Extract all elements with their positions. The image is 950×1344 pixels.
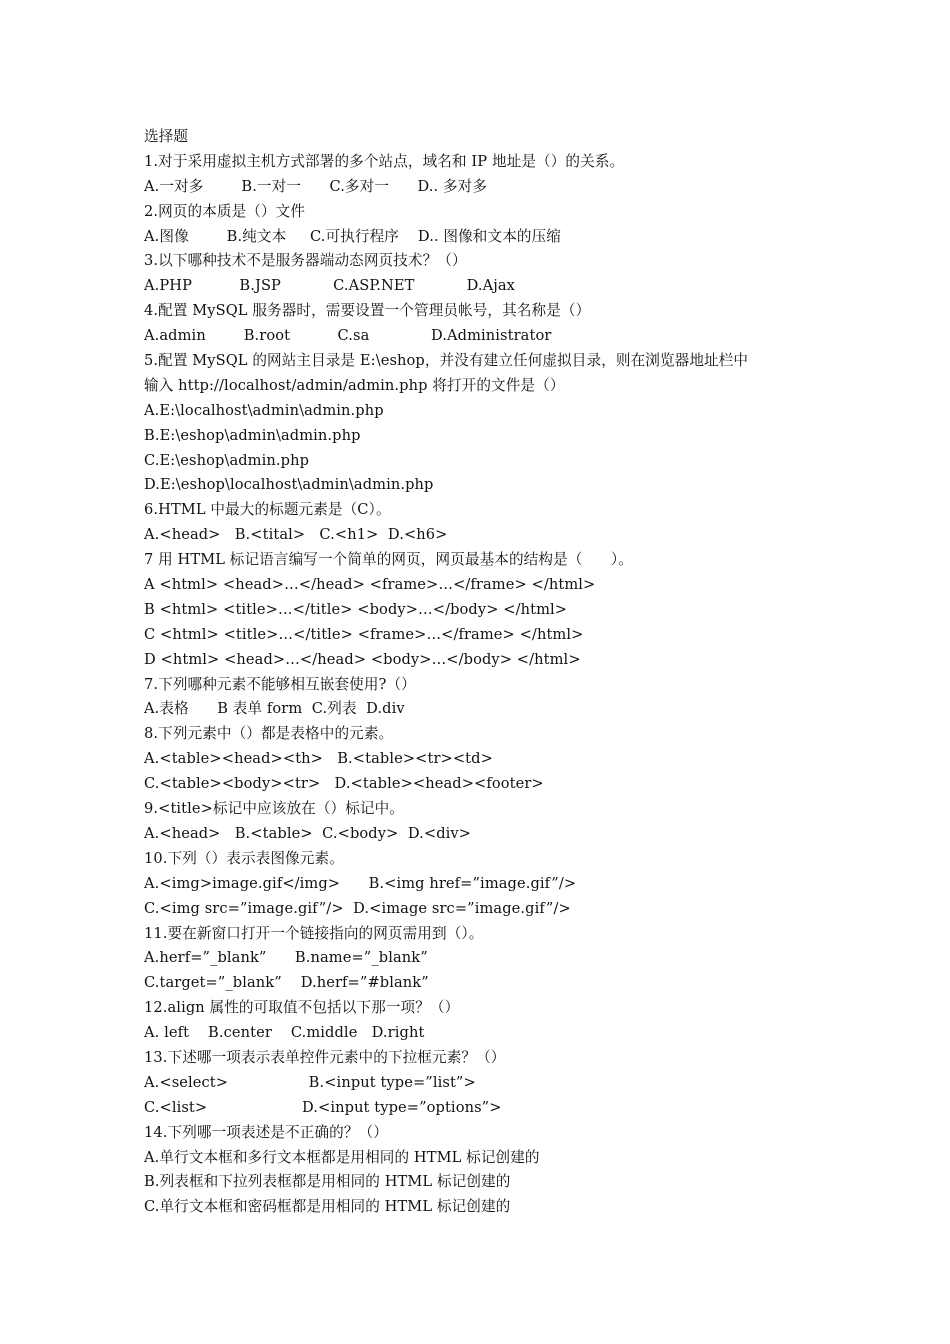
text-line: 4.配置 MySQL 服务器时，需要设置一个管理员帐号，其名称是（） — [144, 302, 591, 320]
text-line: A.PHP B.JSP C.ASP.NET D.Ajax — [144, 277, 516, 295]
text-line: 5.配置 MySQL 的网站主目录是 E:\eshop，并没有建立任何虚拟目录，则在浏览器地址栏中 — [144, 352, 749, 370]
text-line: C.<list> D.<input type=”options”> — [144, 1098, 502, 1116]
text-line: B.E:\eshop\admin\admin.php — [144, 426, 361, 444]
text-line: C.target=”_blank” D.herf=”#blank” — [144, 974, 429, 992]
text-line: 6.HTML 中最大的标题元素是（C）。 — [144, 501, 391, 519]
page-title: 选择题 — [144, 128, 189, 145]
text-line: 3.以下哪种技术不是服务器端动态网页技术？（） — [144, 252, 467, 270]
text-line: 8.下列元素中（）都是表格中的元素。 — [144, 725, 394, 743]
text-line: 输入 http://localhost/admin/admin.php 将打开的文件是（） — [144, 376, 565, 394]
text-line: A.一对多 B.一对一 C.多对一 D.. 多对多 — [144, 177, 488, 195]
text-line: 9.<title>标记中应该放在（）标记中。 — [144, 800, 405, 818]
text-line: A.<img>image.gif</img> B.<img href=”image.gif”/> — [144, 874, 577, 892]
text-line: C.<img src=”image.gif”/> D.<image src=”image.gif”/> — [144, 899, 571, 917]
text-line: 13.下述哪一项表示表单控件元素中的下拉框元素？（） — [144, 1048, 506, 1066]
text-line: A.<table><head><th> B.<table><tr><td> — [144, 750, 493, 768]
text-line: A.单行文本框和多行文本框都是用相同的 HTML 标记创建的 — [144, 1148, 540, 1166]
question-list — [144, 150, 844, 1220]
text-line: 1.对于采用虚拟主机方式部署的多个站点，域名和 IP 地址是（）的关系。 — [144, 152, 625, 170]
text-line: A.表格 B 表单 form C.列表 D.div — [144, 700, 405, 718]
text-line: A <html> <head>…</head> <frame>…</frame> </html> — [144, 576, 596, 594]
text-line: A.E:\localhost\admin\admin.php — [144, 401, 384, 419]
text-line: A.admin B.root C.sa D.Administrator — [144, 327, 552, 345]
text-line: A.图像 B.纯文本 C.可执行程序 D.. 图像和文本的压缩 — [144, 227, 561, 245]
text-line: C <html> <title>…</title> <frame>…</frame> </html> — [144, 625, 584, 643]
text-line: 11.要在新窗口打开一个链接指向的网页需用到（）。 — [144, 924, 484, 942]
text-line: 7.下列哪种元素不能够相互嵌套使用?（） — [144, 675, 416, 693]
text-line: D <html> <head>…</head> <body>…</body> </html> — [144, 650, 581, 668]
text-line: A. left B.center C.middle D.right — [144, 1024, 425, 1042]
text-line: 7 用 HTML 标记语言编写一个简单的网页，网页最基本的结构是（ ）。 — [144, 551, 633, 569]
text-line: B <html> <title>…</title> <body>…</body> </html> — [144, 600, 568, 618]
text-line: D.E:\eshop\localhost\admin\admin.php — [144, 476, 434, 494]
text-line: A.herf=”_blank” B.name=”_blank” — [144, 949, 428, 967]
text-line: A.<head> B.<table> C.<body> D.<div> — [144, 824, 472, 842]
document-page — [144, 125, 844, 1220]
text-line: 14.下列哪一项表述是不正确的？（） — [144, 1123, 388, 1141]
text-line: B.列表框和下拉列表框都是用相同的 HTML 标记创建的 — [144, 1173, 511, 1191]
text-line: 10.下列（）表示表图像元素。 — [144, 849, 344, 867]
text-line: A.<select> B.<input type=”list”> — [144, 1073, 476, 1091]
text-line: A.<head> B.<tital> C.<h1> D.<h6> — [144, 526, 448, 544]
text-line: C.E:\eshop\admin.php — [144, 451, 310, 469]
text-line: C.单行文本框和密码框都是用相同的 HTML 标记创建的 — [144, 1198, 511, 1216]
text-line: 12.align 属性的可取值不包括以下那一项？（） — [144, 999, 460, 1017]
text-line: C.<table><body><tr> D.<table><head><footer> — [144, 775, 544, 793]
text-line: 2.网页的本质是（）文件 — [144, 202, 306, 220]
